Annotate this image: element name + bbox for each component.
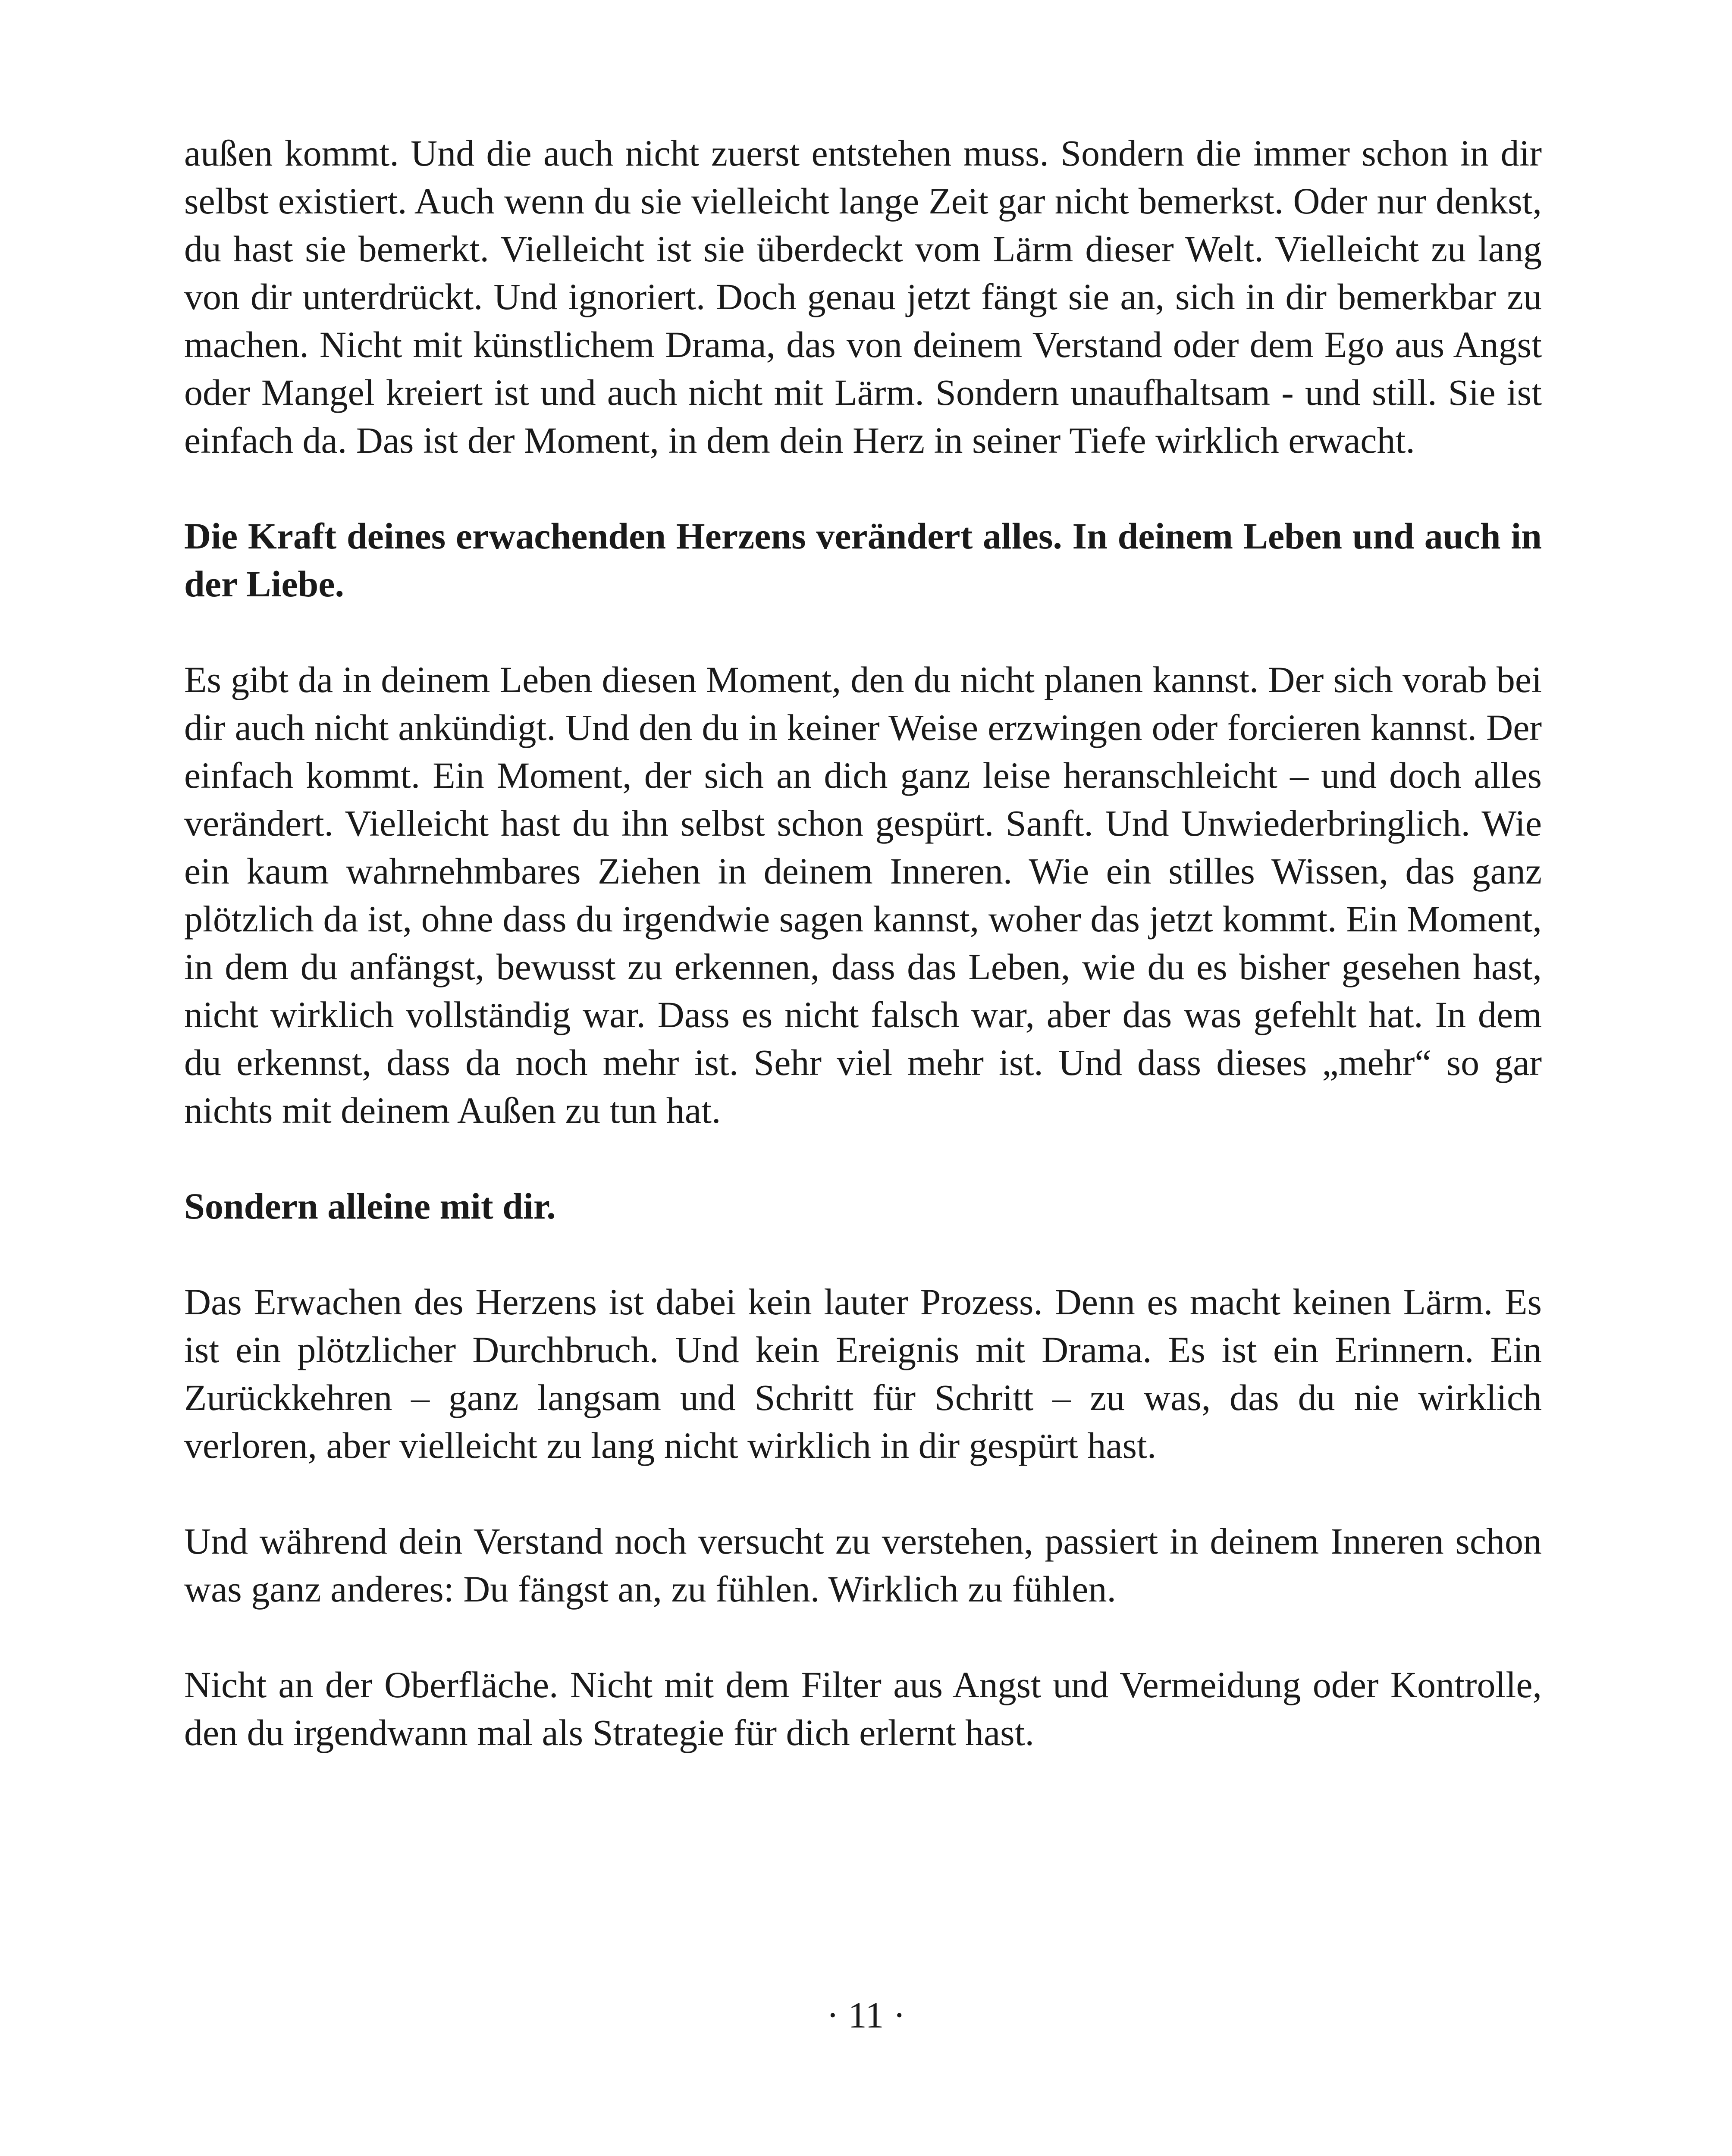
paragraph-4: Und während dein Verstand noch versucht zu verstehen, passiert in deinem Inneren schon was ganz anderes: Du fängst an, zu fühlen. Wirklich zu fühlen. [184, 1520, 1542, 1610]
page-number: · 11 · [826, 1994, 906, 2036]
bold-heading-1: Die Kraft deines erwachenden Herzens verändert alles. In deinem Leben und auch in der Liebe. [184, 515, 1542, 605]
paragraph-5: Nicht an der Oberfläche. Nicht mit dem Filter aus Angst und Vermeidung oder Kontrolle, den du irgendwann mal als Strategie für dich erlernt hast. [184, 1664, 1542, 1753]
paragraph-3: Das Erwachen des Herzens ist dabei kein lauter Prozess. Denn es macht keinen Lärm. Es ist ein plötzlicher Durchbruch. Und kein Ereignis mit Drama. Es ist ein Erinnern. Ein Zurückkehren – ganz langsam und Schritt für Schritt – zu was, das du nie wirklich verloren, aber vielleicht zu lang nicht wirklich in dir gespürt hast. [184, 1281, 1542, 1466]
bold-heading-2: Sondern alleine mit dir. [184, 1185, 556, 1227]
paragraph-2: Es gibt da in deinem Leben diesen Moment, den du nicht planen kannst. Der sich vorab bei dir auch nicht ankündigt. Und den du in keiner Weise erzwingen oder forcieren kannst. Der einfach kommt. Ein Moment, der sich an dich ganz leise heranschleicht – und doch alles verändert. Vielleicht hast du ihn selbst schon gespürt. Sanft. Und Unwiederbringlich. Wie ein kaum wahrnehmbares Ziehen in deinem Inneren. Wie ein stilles Wissen, das ganz plötzlich da ist, ohne dass du irgendwie sagen kannst, woher das jetzt kommt. Ein Moment, in dem du anfängst, bewusst zu erkennen, dass das Leben, wie du es bisher gesehen hast, nicht wirklich vollständig war. Dass es nicht falsch war, aber das was gefehlt hat. In dem du erkennst, dass da noch mehr ist. Sehr viel mehr ist. Und dass dieses „mehr“ so gar nichts mit deinem Außen zu tun hat. [184, 659, 1542, 1131]
page-body-text [184, 129, 1542, 1805]
paragraph-1: außen kommt. Und die auch nicht zuerst entstehen muss. Sondern die immer schon in dir selbst existiert. Auch wenn du sie vielleicht lange Zeit gar nicht bemerkst. Oder nur denkst, du hast sie bemerkt. Vielleicht ist sie überdeckt vom Lärm dieser Welt. Vielleicht zu lang von dir unterdrückt. Und ignoriert. Doch genau jetzt fängt sie an, sich in dir bemerkbar zu machen. Nicht mit künstlichem Drama, das von deinem Verstand oder dem Ego aus Angst oder Mangel kreiert ist und auch nicht mit Lärm. Sondern unaufhaltsam - und still. Sie ist einfach da. Das ist der Moment, in dem dein Herz in seiner Tiefe wirklich erwacht. [184, 132, 1542, 461]
